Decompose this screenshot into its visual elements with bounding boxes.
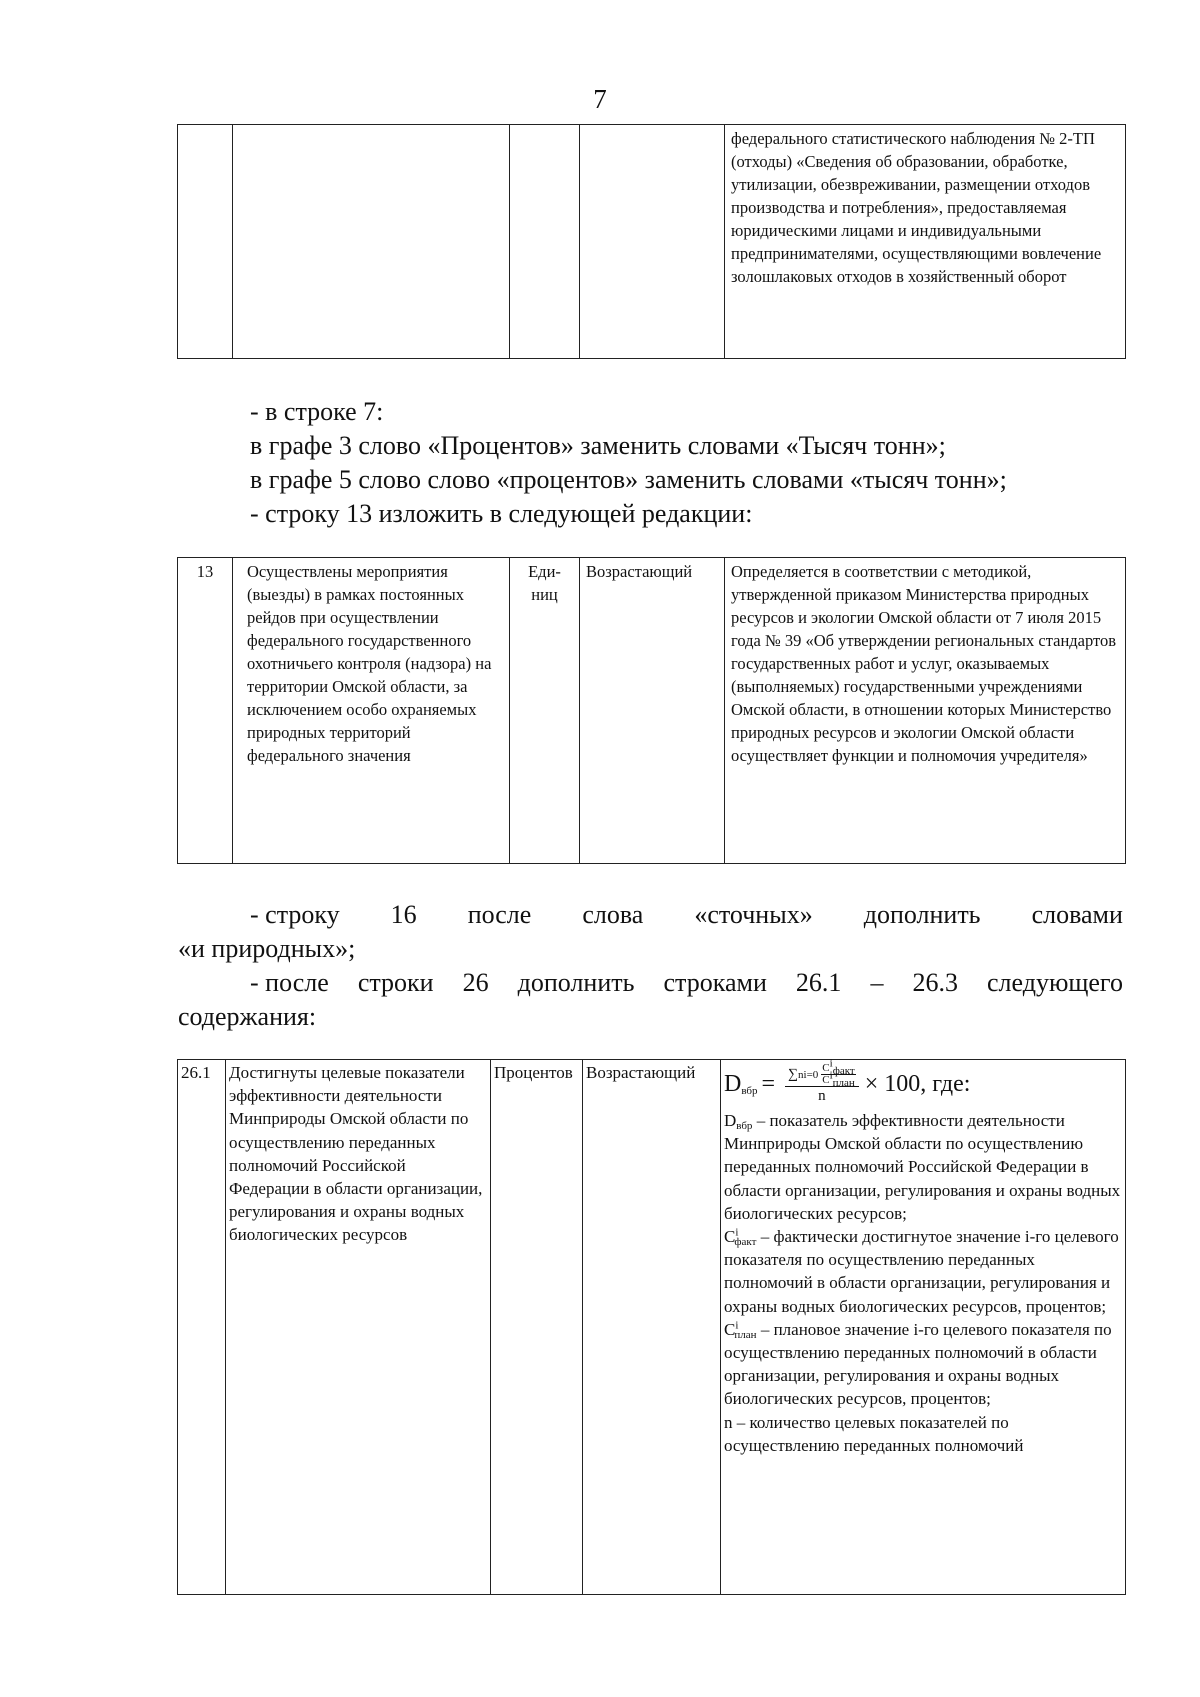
para1-line1: - в строке 7: xyxy=(250,397,384,426)
table-row xyxy=(178,1060,1126,1595)
word: «сточных» xyxy=(694,900,813,929)
definition-n: n – количество целевых показателей по осуществлению переданных полномочий xyxy=(724,1412,1024,1455)
para1-line3: в графе 5 слово слово «процентов» заменить словами «тысяч тонн»; xyxy=(250,465,1007,494)
word: строки xyxy=(357,968,434,997)
cell-method: федерального статистического наблюдения № 2-ТП (отходы) «Сведения об образовании, обработке, утилизации, обезвреживании, размещении отходов производства и потребления», предоставляемая юридическими лицами и индивидуальными предпринимателями, осуществляющими вовлечение золошлаковых отходов в хозяйственный оборот xyxy=(725,125,1126,359)
para1-line2: в графе 3 слово «Процентов» заменить словами «Тысяч тонн»; xyxy=(250,431,946,460)
cell-num xyxy=(178,125,233,359)
table-row-13 xyxy=(177,557,1126,864)
cell-trend xyxy=(580,125,725,359)
cell-method xyxy=(721,1057,1126,1595)
word: слова xyxy=(582,900,644,929)
formula-lhs: $D_{вбр}$ xyxy=(724,1071,758,1097)
efficiency-formula: $D_{вбр}$ = ∑ n i=0 $\frac{C^i_{факт}}{C^i_{план}}$ n × 100, где: xyxy=(724,1057,971,1104)
word: 16 xyxy=(390,900,417,929)
table-row xyxy=(178,125,1126,359)
para2-line2: «и природных»; xyxy=(178,934,356,963)
cell-name: Достигнуты целевые показатели эффективности деятельности Минприроды Омской области по осуществлению переданных полномочий Российской Федерации в области организации, регулирования и охраны водных биологических ресурсов xyxy=(226,1060,491,1595)
para1-line4: - строку 13 изложить в следующей редакции: xyxy=(250,499,753,528)
formula-rhs: × 100, где: xyxy=(864,1071,971,1097)
cell-unit xyxy=(510,125,580,359)
word: после xyxy=(467,900,532,929)
cell-num: 13 xyxy=(178,558,233,864)
table-continuation xyxy=(177,124,1126,359)
para2-line4: содержания: xyxy=(178,1002,317,1031)
word: строками xyxy=(663,968,767,997)
cell-unit: Процентов xyxy=(491,1060,583,1595)
cell-name: Осуществлены мероприятия (выезды) в рамках постоянных рейдов при осуществлении федерального государственного охотничьего контроля (надзора) на территории Омской области, за исключением особо охраняемых природных территорий федерального значения xyxy=(233,558,510,864)
word: – xyxy=(870,968,884,997)
table-row xyxy=(178,558,1126,864)
cell-trend: Возрастающий xyxy=(583,1060,721,1595)
definition-cfact: $C^i_{факт}$ – фактически достигнутое значение i-го целевого показателя по осуществлению переданных полномочий в области организации, регулирования и охраны водных биологических ресурсов, процентов; xyxy=(724,1226,1119,1316)
cell-unit: Еди-ниц xyxy=(510,558,580,864)
table-row-26-1 xyxy=(177,1059,1126,1595)
word: дополнить xyxy=(863,900,981,929)
cell-num: 26.1 xyxy=(178,1060,226,1595)
formula-fraction: ∑ n i=0 $\frac{C^i_{факт}}{C^i_{план}}$ n xyxy=(785,1063,859,1105)
page-number: 7 xyxy=(593,84,607,114)
word: словами xyxy=(1031,900,1123,929)
word: следующего xyxy=(987,968,1123,997)
word: - после xyxy=(250,968,329,997)
word: дополнить xyxy=(517,968,635,997)
para2-line3 xyxy=(250,966,1123,1000)
word: 26.3 xyxy=(912,968,958,997)
definition-dvbr: $D_{вбр}$ – показатель эффективности деятельности Минприроды Омской области по осуществлению переданных полномочий Российской Федерации в области организации, регулирования и охраны водных биологических ресурсов; xyxy=(724,1111,1121,1223)
cell-trend: Возрастающий xyxy=(580,558,725,864)
word: 26.1 xyxy=(795,968,842,997)
para2-line1 xyxy=(250,898,1123,932)
word: - строку xyxy=(250,900,340,929)
cell-name xyxy=(233,125,510,359)
cell-method: Определяется в соответствии с методикой, утвержденной приказом Министерства природных ресурсов и экологии Омской области от 7 июля 2015 года № 39 «Об утверждении региональных стандартов государственных работ и услуг, оказываемых (выполняемых) государственными учреждениями Омской области, в отношении которых Министерство природных ресурсов и экологии Омской области осуществляет функции и полномочия учредителя» xyxy=(725,558,1126,864)
definition-cplan: $C^i_{план}$ – плановое значение i-го целевого показателя по осуществлению переданных полномочий в области организации, регулирования и охраны водных биологических ресурсов, процентов; xyxy=(724,1319,1112,1409)
word: 26 xyxy=(462,968,489,997)
